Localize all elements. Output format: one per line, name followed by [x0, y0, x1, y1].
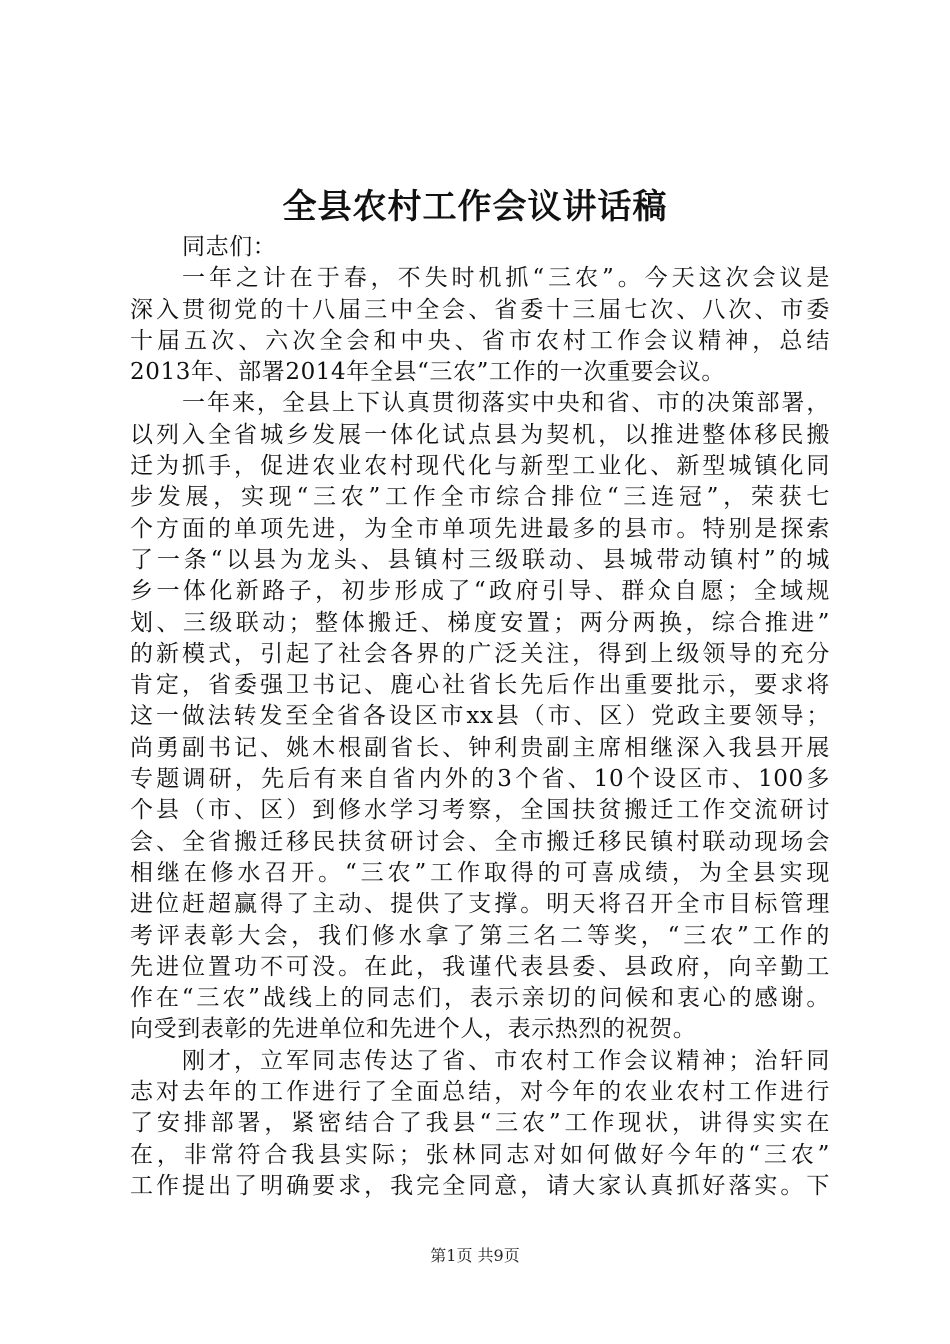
- body-line: 专题调研，先后有来自省内外的3个省、10个设区市、100多: [130, 766, 830, 793]
- body-line: 会、全省搬迁移民扶贫研讨会、全市搬迁移民镇村联动现场会: [130, 828, 830, 855]
- body-line: 了安排部署，紧密结合了我县“三农”工作现状，讲得实实在: [130, 1110, 830, 1137]
- body-line: 相继在修水召开。“三农”工作取得的可喜成绩，为全县实现: [130, 859, 830, 886]
- body-line: 十届五次、六次全会和中央、省市农村工作会议精神，总结: [130, 327, 830, 354]
- body-line: 刚才，立军同志传达了省、市农村工作会议精神；治轩同: [182, 1047, 830, 1074]
- body-line: 这一做法转发至全省各设区市xx县（市、区）党政主要领导；: [130, 703, 830, 730]
- body-line: 向受到表彰的先进单位和先进个人，表示热烈的祝贺。: [130, 1016, 697, 1043]
- body-line: 同志们：: [182, 234, 277, 260]
- body-line: 以列入全省城乡发展一体化试点县为契机，以推进整体移民搬: [130, 421, 830, 448]
- body-line: 一年之计在于春，不失时机抓“三农”。今天这次会议是: [182, 265, 830, 292]
- body-line: 的新模式，引起了社会各界的广泛关注，得到上级领导的充分: [130, 640, 830, 667]
- body-line: 个方面的单项先进，为全市单项先进最多的县市。特别是探索: [130, 515, 830, 542]
- page-footer: 第1页 共9页: [430, 1246, 520, 1265]
- body-line: 步发展，实现“三农”工作全市综合排位“三连冠”，荣获七: [130, 484, 830, 511]
- body-line: 肯定，省委强卫书记、鹿心社省长先后作出重要批示，要求将: [130, 672, 830, 699]
- body-line: 乡一体化新路子，初步形成了“政府引导、群众自愿；全域规: [130, 578, 830, 605]
- body-line: 工作提出了明确要求，我完全同意，请大家认真抓好落实。下: [130, 1172, 830, 1199]
- body-line: 2013年、部署2014年全县“三农”工作的一次重要会议。: [130, 359, 725, 386]
- body-line: 迁为抓手，促进农业农村现代化与新型工业化、新型城镇化同: [130, 453, 830, 480]
- body-line: 进位赶超赢得了主动、提供了支撑。明天将召开全市目标管理: [130, 891, 830, 918]
- body-line: 了一条“以县为龙头、县镇村三级联动、县城带动镇村”的城: [130, 546, 830, 573]
- body-line: 志对去年的工作进行了全面总结，对今年的农业农村工作进行: [130, 1079, 830, 1106]
- body-line: 先进位置功不可没。在此，我谨代表县委、县政府，向辛勤工: [130, 953, 830, 980]
- body-line: 尚勇副书记、姚木根副省长、钟利贵副主席相继深入我县开展: [130, 734, 830, 761]
- body-line: 深入贯彻党的十八届三中全会、省委十三届七次、八次、市委: [130, 296, 830, 323]
- body-line: 考评表彰大会，我们修水拿了第三名二等奖，“三农”工作的: [130, 922, 830, 949]
- body-line: 作在“三农”战线上的同志们，表示亲切的问候和衷心的感谢。: [130, 985, 830, 1012]
- body-line: 一年来，全县上下认真贯彻落实中央和省、市的决策部署，: [182, 390, 830, 417]
- document-body: [130, 232, 830, 1202]
- body-line: 划、三级联动；整体搬迁、梯度安置；两分两换，综合推进”: [130, 609, 830, 636]
- body-line: 个县（市、区）到修水学习考察，全国扶贫搬迁工作交流研讨: [130, 797, 830, 824]
- document-title: 全县农村工作会议讲话稿: [282, 187, 668, 227]
- body-line: 在，非常符合我县实际；张林同志对如何做好今年的“三农”: [130, 1141, 830, 1168]
